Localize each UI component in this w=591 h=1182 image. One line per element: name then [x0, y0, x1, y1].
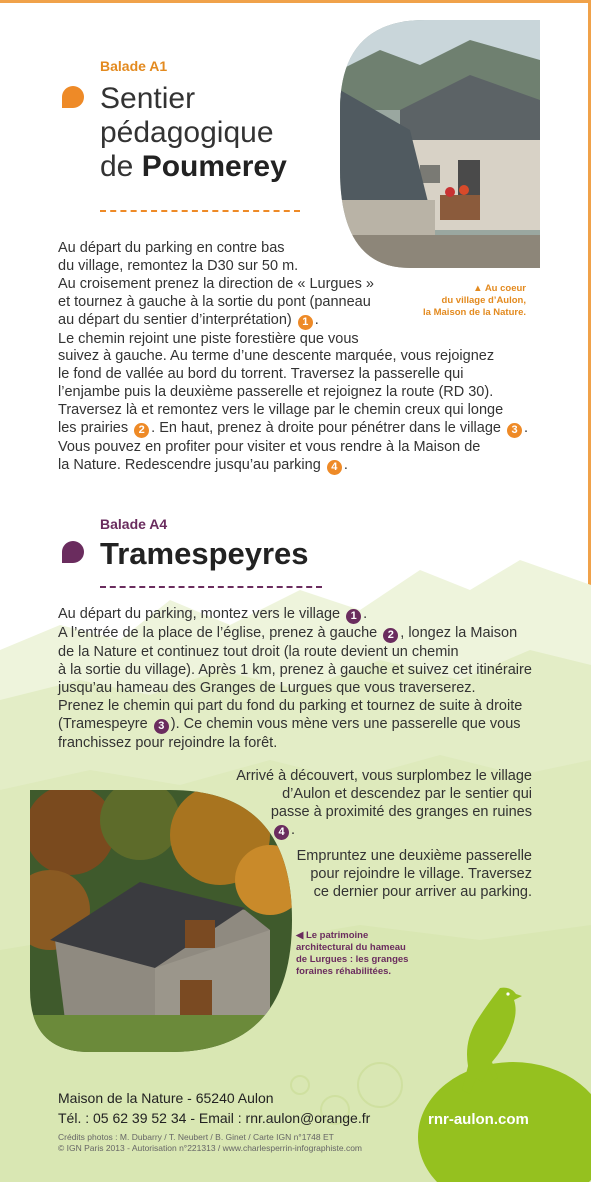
credits-line-2: © IGN Paris 2013 - Autorisation n°221313 / www.charlesperrin-infographiste.com [58, 1143, 363, 1153]
a4-line [58, 605, 538, 624]
a1-line [58, 419, 532, 438]
a4-line [58, 715, 538, 734]
caption-line-1 [296, 930, 436, 942]
balade-a1-title [100, 82, 287, 184]
a4-line: de la Nature et continuez tout droit (la route devient un chemin [58, 644, 459, 660]
step-2-badge: 2 [383, 628, 398, 643]
title-line-3-bold: Poumerey [141, 150, 287, 183]
a1-line: Au croisement prenez la direction de « Lurgues » [58, 276, 374, 292]
top-border [0, 0, 591, 3]
purple-bullet-icon [62, 541, 84, 563]
village-photo [340, 20, 540, 268]
a4-line: pour rejoindre le village. Traversez [310, 866, 532, 882]
a4-line: à la sortie du village). Après 1 km, prenez à gauche et suivez cet itinéraire [58, 662, 532, 678]
barn-photo-caption [296, 930, 436, 978]
village-photo-caption [410, 283, 526, 319]
a1-line: le fond de vallée au bord du torrent. Traversez la passerelle qui [58, 366, 464, 382]
a4-line-end: . [291, 822, 296, 838]
a4-line-text: A l’entrée de la place de l’église, prenez à gauche [58, 625, 378, 641]
a4-line: franchissez pour rejoindre la forêt. [58, 735, 278, 751]
a4-line [58, 624, 538, 643]
bird-logo-icon [452, 982, 532, 1102]
caption-line-1-text: Au coeur [484, 283, 526, 294]
a1-line: suivez à gauche. Au terme d’une descente marquée, vous rejoignez [58, 348, 495, 364]
caption-line-3: de Lurgues : les granges [296, 954, 409, 965]
a4-line: passe à proximité des granges en ruines [270, 804, 532, 820]
step-3-badge: 3 [154, 719, 169, 734]
a1-line-end: . [343, 457, 348, 473]
a4-line: ce dernier pour arriver au parking. [313, 884, 532, 900]
footer-address: Maison de la Nature - 65240 Aulon [58, 1090, 274, 1106]
step-1-badge: 1 [298, 315, 313, 330]
balade-a4-title: Tramespeyres [100, 536, 309, 571]
a1-line [58, 311, 418, 330]
a1-line: l’enjambe puis la deuxième passerelle et rejoignez la route (RD 30). [58, 384, 494, 400]
a1-line [58, 456, 532, 475]
step-2-badge: 2 [134, 423, 149, 438]
balade-a1-text-bottom [58, 347, 532, 475]
a1-line: Au départ du parking en contre bas [58, 240, 285, 256]
a1-line: du village, remontez la D30 sur 50 m. [58, 258, 299, 274]
caption-line-4: foraines réhabilitées. [296, 966, 392, 977]
orange-bullet-icon [62, 86, 84, 108]
a4-line: d’Aulon et descendez par le sentier qui [282, 786, 532, 802]
website-link[interactable]: rnr-aulon.com [428, 1111, 529, 1128]
title-line-3-pre: de [100, 150, 142, 183]
a1-line: et tournez à gauche à la sortie du pont (panneau [58, 294, 371, 310]
balade-a4-text-bottom [282, 847, 532, 901]
a4-line: Arrivé à découvert, vous surplombez le village [236, 768, 532, 784]
purple-divider [100, 586, 322, 588]
title-line-2: pédagogique [100, 116, 274, 149]
triangle-up-icon: ▲ [473, 283, 483, 294]
balade-a1-label: Balade A1 [100, 58, 168, 74]
a4-line: Empruntez une deuxième passerelle [296, 848, 532, 864]
balade-a4-text-top [58, 605, 538, 752]
footer-contact[interactable]: Tél. : 05 62 39 52 34 - Email : rnr.aulon@orange.fr [58, 1110, 371, 1126]
a4-line-end: . [363, 606, 368, 622]
caption-line-2: architectural du hameau [296, 942, 406, 953]
step-4-badge: 4 [274, 825, 289, 840]
a1-line-end: . [524, 420, 529, 436]
a1-line: Traversez là et remontez vers le village par le chemin creux qui longe [58, 402, 504, 418]
caption-line-3: la Maison de la Nature. [423, 307, 526, 318]
a4-line-text: (Tramespeyre [58, 716, 148, 732]
footer-credits [58, 1132, 362, 1154]
a1-line-text: les prairies [58, 420, 129, 436]
a1-line-text: au départ du sentier d’interprétation) [58, 312, 292, 328]
title-line-1: Sentier [100, 82, 196, 115]
a4-line-text: ). Ce chemin vous mène vers une passerelle que vous [170, 716, 521, 732]
a1-line-text: . En haut, prenez à droite pour pénétrer dans le village [151, 420, 501, 436]
caption-line-1-text: Le patrimoine [305, 930, 369, 941]
caption-line-2: du village d’Aulon, [441, 295, 526, 306]
credits-line-1: Crédits photos : M. Dubarry / T. Neubert / B. Ginet / Carte IGN n°1748 ET [58, 1132, 334, 1142]
triangle-left-icon: ◀ [296, 930, 304, 941]
step-1-badge: 1 [346, 609, 361, 624]
a1-line: Le chemin rejoint une piste forestière que vous [58, 331, 359, 347]
a1-line-text: la Nature. Redescendre jusqu’au parking [58, 457, 321, 473]
caption-line-1 [410, 283, 526, 295]
title-line-3 [100, 150, 287, 184]
a1-line-end: . [314, 312, 319, 328]
step-3-badge: 3 [507, 423, 522, 438]
a4-line: Prenez le chemin qui part du fond du parking et tournez de suite à droite [58, 698, 523, 714]
barn-photo [30, 790, 292, 1052]
step-4-badge: 4 [327, 460, 342, 475]
a4-line: jusqu’au hameau des Granges de Lurgues que vous traverserez. [58, 680, 476, 696]
balade-a1-text-mid [58, 275, 418, 348]
orange-divider [100, 210, 300, 212]
balade-a1-text-top [58, 239, 358, 275]
a1-line: Vous pouvez en profiter pour visiter et vous rendre à la Maison de [58, 439, 481, 455]
a4-line-text: Au départ du parking, montez vers le village [58, 606, 341, 622]
balade-a4-label: Balade A4 [100, 516, 168, 532]
a4-line-text: , longez la Maison [400, 625, 518, 641]
